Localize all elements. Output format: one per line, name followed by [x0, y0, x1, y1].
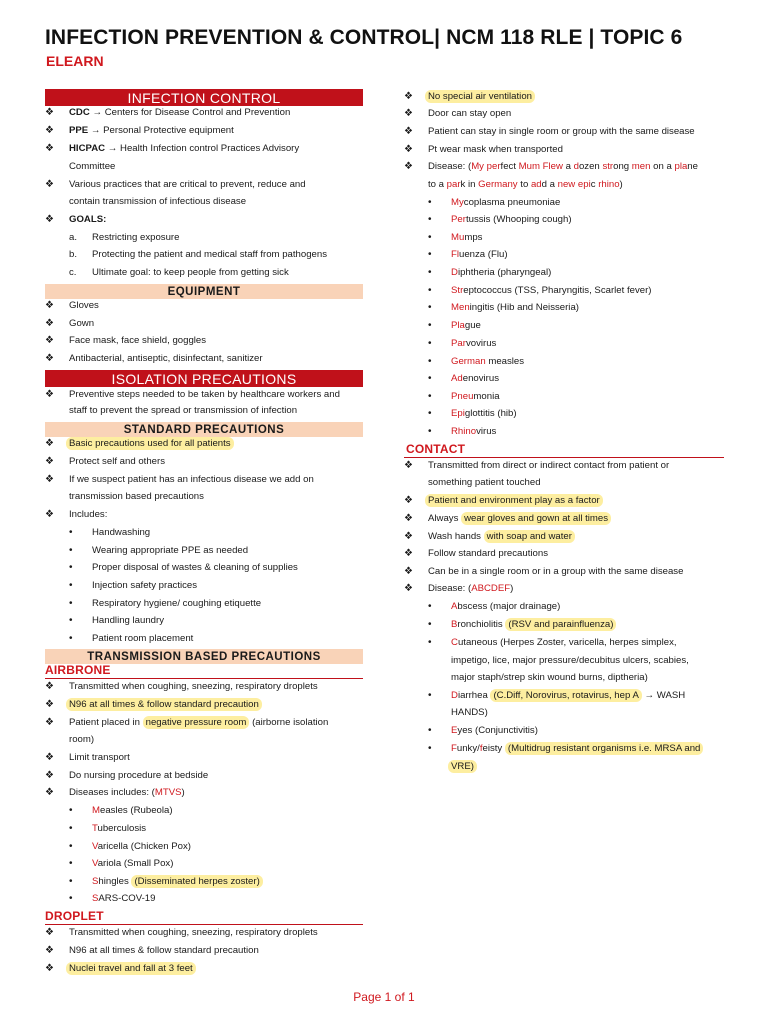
diamond-bullet-icon: ❖ — [45, 107, 54, 118]
dot-bullet-icon: • — [428, 232, 432, 243]
diamond-bullet-icon: ❖ — [45, 335, 54, 346]
document-subtitle: ELEARN — [46, 53, 104, 69]
airborne-divider — [45, 678, 363, 679]
mnemonic-fragment: on a — [650, 161, 675, 172]
mnemonic-fragment: men — [631, 161, 651, 172]
diamond-bullet-icon: ❖ — [45, 438, 54, 449]
mnemonic-fragment: per — [486, 161, 501, 172]
mnemonic-fragment: ad — [530, 179, 542, 190]
diamond-bullet-icon: ❖ — [404, 548, 413, 559]
diamond-bullet-icon: ❖ — [404, 460, 413, 471]
mnemonic-fragment: str — [602, 161, 614, 172]
diamond-bullet-icon: ❖ — [404, 495, 413, 506]
dot-bullet-icon: • — [69, 893, 73, 904]
contact-divider — [404, 457, 724, 458]
dot-bullet-icon: • — [69, 805, 73, 816]
dot-bullet-icon: • — [428, 320, 432, 331]
droplet-divider — [45, 924, 363, 925]
mnemonic-fragment: k in — [460, 179, 479, 190]
diamond-bullet-icon: ❖ — [404, 566, 413, 577]
dot-bullet-icon: • — [428, 619, 432, 630]
isolation-precautions-heading: ISOLATION PRECAUTIONS — [45, 370, 363, 387]
mnemonic-fragment: Germany — [478, 179, 518, 190]
diamond-bullet-icon: ❖ — [45, 963, 54, 974]
mnemonic-fragment: Disease: ( — [428, 161, 472, 172]
diamond-bullet-icon: ❖ — [45, 300, 54, 311]
dot-bullet-icon: • — [69, 615, 73, 626]
diamond-bullet-icon: ❖ — [45, 474, 54, 485]
dot-bullet-icon: • — [428, 690, 432, 701]
mnemonic-fragment: a — [562, 161, 574, 172]
mnemonic-fragment: ong — [613, 161, 632, 172]
diamond-bullet-icon: ❖ — [45, 143, 54, 154]
dot-bullet-icon: • — [428, 637, 432, 648]
dot-bullet-icon: • — [428, 408, 432, 419]
dot-bullet-icon: • — [428, 214, 432, 225]
diamond-bullet-icon: ❖ — [45, 179, 54, 190]
dot-bullet-icon: • — [428, 338, 432, 349]
diamond-bullet-icon: ❖ — [45, 509, 54, 520]
mnemonic-fragment: fect — [500, 161, 519, 172]
diamond-bullet-icon: ❖ — [45, 770, 54, 781]
mnemonic-fragment: new — [557, 179, 576, 190]
dot-bullet-icon: • — [69, 841, 73, 852]
diamond-bullet-icon: ❖ — [45, 681, 54, 692]
dot-bullet-icon: • — [428, 302, 432, 313]
dot-bullet-icon: • — [69, 876, 73, 887]
mnemonic-fragment: to a — [428, 179, 447, 190]
dot-bullet-icon: • — [69, 633, 73, 644]
equipment-heading: EQUIPMENT — [45, 284, 363, 299]
dot-bullet-icon: • — [69, 598, 73, 609]
diamond-bullet-icon: ❖ — [45, 353, 54, 364]
mnemonic-fragment: My — [471, 161, 484, 172]
diamond-bullet-icon: ❖ — [45, 318, 54, 329]
dot-bullet-icon: • — [428, 285, 432, 296]
dot-bullet-icon: • — [69, 545, 73, 556]
dot-bullet-icon: • — [428, 601, 432, 612]
dot-bullet-icon: • — [428, 249, 432, 260]
mnemonic-fragment: d — [573, 161, 579, 172]
diamond-bullet-icon: ❖ — [404, 144, 413, 155]
mnemonic-fragment: ) — [619, 179, 623, 190]
diamond-bullet-icon: ❖ — [45, 945, 54, 956]
mnemonic-fragment: Flew — [542, 161, 563, 172]
document-title: INFECTION PREVENTION & CONTROL| NCM 118 RLE | TOPIC 6 — [45, 26, 683, 49]
diamond-bullet-icon: ❖ — [404, 91, 413, 102]
mnemonic-fragment: c — [590, 179, 599, 190]
mnemonic-fragment: par — [446, 179, 461, 190]
diamond-bullet-icon: ❖ — [45, 456, 54, 467]
mnemonic-fragment: to — [517, 179, 531, 190]
dot-bullet-icon: • — [428, 373, 432, 384]
dot-bullet-icon: • — [428, 267, 432, 278]
diamond-bullet-icon: ❖ — [45, 214, 54, 225]
dot-bullet-icon: • — [428, 725, 432, 736]
diamond-bullet-icon: ❖ — [45, 125, 54, 136]
mnemonic-fragment: ozen — [578, 161, 603, 172]
diamond-bullet-icon: ❖ — [45, 699, 54, 710]
diamond-bullet-icon: ❖ — [45, 389, 54, 400]
contact-subheading: CONTACT — [406, 442, 466, 456]
infection-control-heading: INFECTION CONTROL — [45, 89, 363, 106]
airborne-subheading: AIRBRONE — [45, 663, 111, 677]
dot-bullet-icon: • — [428, 197, 432, 208]
dot-bullet-icon: • — [69, 580, 73, 591]
dot-bullet-icon: • — [428, 356, 432, 367]
transmission-based-precautions-heading: TRANSMISSION BASED PRECAUTIONS — [45, 649, 363, 664]
diamond-bullet-icon: ❖ — [404, 531, 413, 542]
dot-bullet-icon: • — [428, 743, 432, 754]
mnemonic-fragment: epi — [577, 179, 591, 190]
diamond-bullet-icon: ❖ — [45, 717, 54, 728]
dot-bullet-icon: • — [69, 823, 73, 834]
mnemonic-fragment: d a — [541, 179, 558, 190]
mnemonic-fragment: ne — [687, 161, 698, 172]
dot-bullet-icon: • — [69, 858, 73, 869]
droplet-subheading: DROPLET — [45, 909, 104, 923]
diamond-bullet-icon: ❖ — [404, 583, 413, 594]
dot-bullet-icon: • — [69, 527, 73, 538]
mnemonic-fragment: rhino — [598, 179, 620, 190]
diamond-bullet-icon: ❖ — [45, 927, 54, 938]
diamond-bullet-icon: ❖ — [45, 752, 54, 763]
dot-bullet-icon: • — [69, 562, 73, 573]
diamond-bullet-icon: ❖ — [404, 513, 413, 524]
dot-bullet-icon: • — [428, 426, 432, 437]
diamond-bullet-icon: ❖ — [404, 126, 413, 137]
diamond-bullet-icon: ❖ — [404, 108, 413, 119]
dot-bullet-icon: • — [428, 391, 432, 402]
mnemonic-fragment: pla — [674, 161, 688, 172]
standard-precautions-heading: STANDARD PRECAUTIONS — [45, 422, 363, 437]
page-number: Page 1 of 1 — [353, 990, 415, 1004]
mnemonic-fragment: Mum — [518, 161, 540, 172]
diamond-bullet-icon: ❖ — [404, 161, 413, 172]
diamond-bullet-icon: ❖ — [45, 787, 54, 798]
